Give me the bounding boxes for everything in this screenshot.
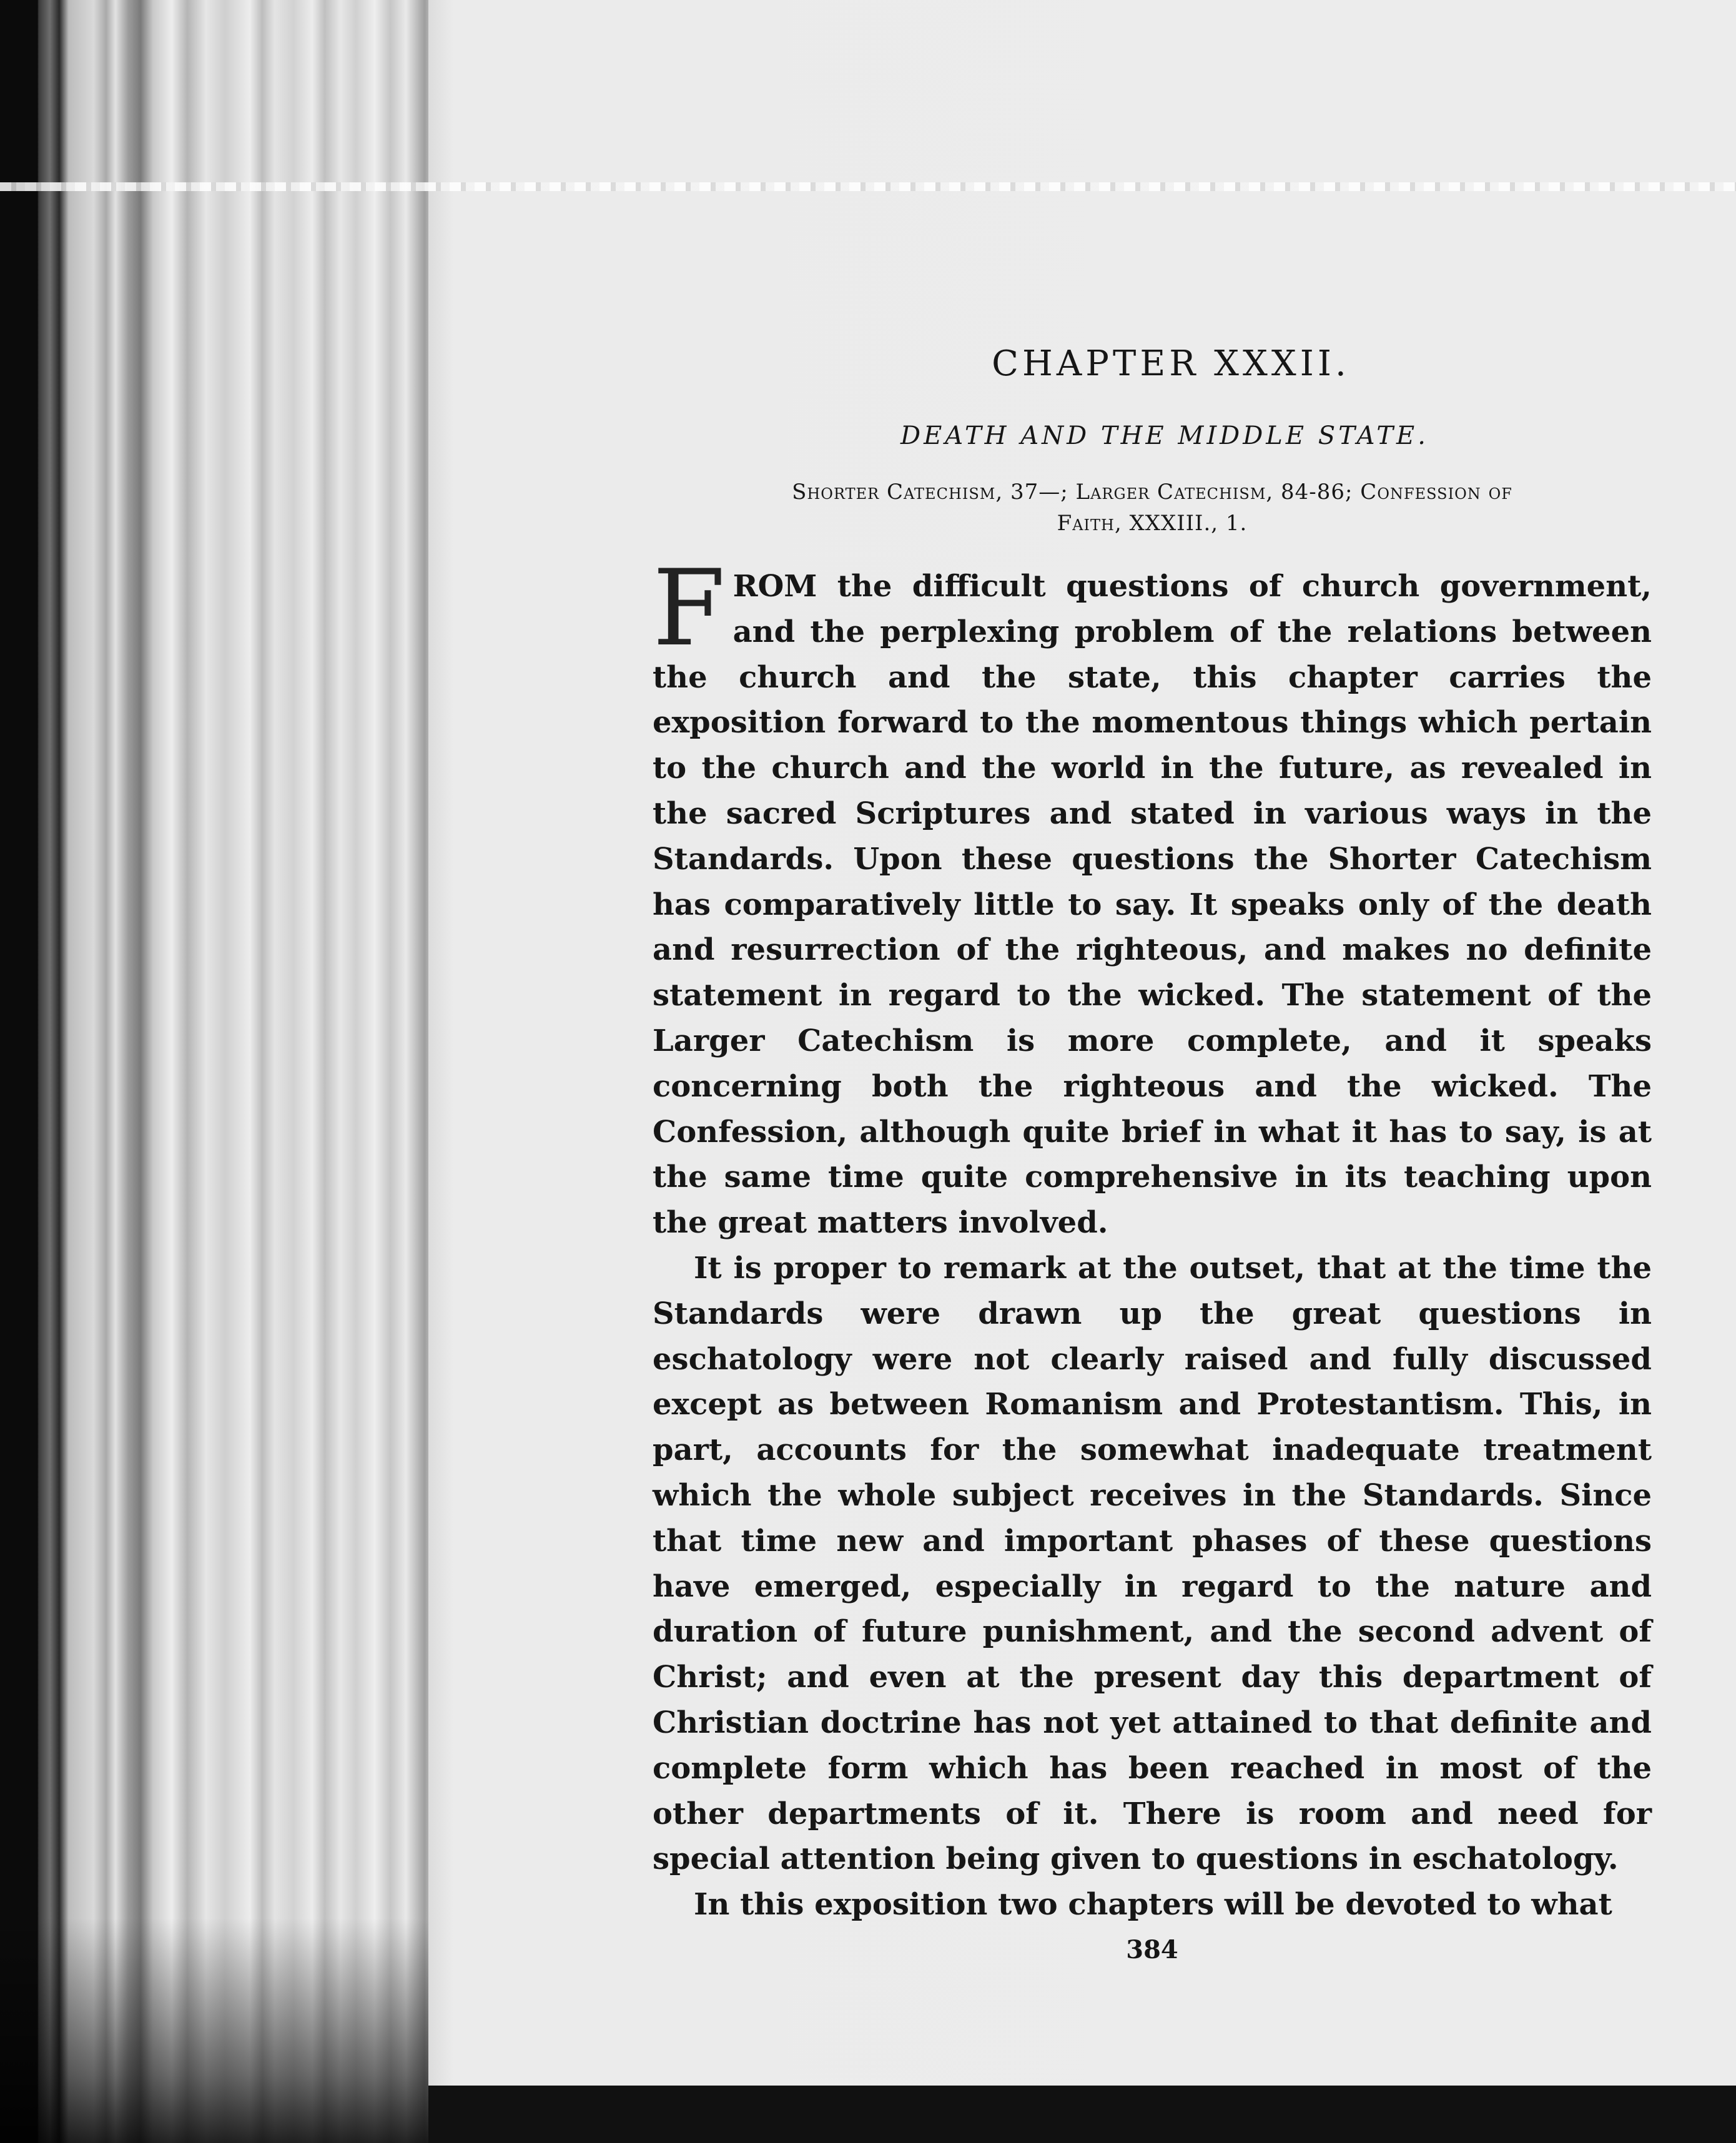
paragraph-1 bbox=[653, 547, 1652, 1246]
page-text bbox=[653, 343, 1652, 1964]
references-line-1: Shorter Catechism, 37—; Larger Catechism, 84-86; Confession of bbox=[792, 480, 1512, 505]
chapter-title: CHAPTER XXXII. bbox=[992, 343, 1350, 384]
paragraph-2: It is proper to remark at the outset, that at the time the Standards were drawn up the great questions in eschatology were not clearly raised and fully discussed except as between Romanism and Protestantism. This, in part, accounts for the somewhat inadequate treatment which the whole subject receives in the Standards. Since that time new and important phases of these questions have emerged, especially in regard to the nature and duration of future punishment, and the second advent of Christ; and even at the present day this department of Christian doctrine has not yet attained to that definite and complete form which has been reached in most of the other departments of it. There is room and need for special attention being given to questions in eschatology. bbox=[653, 1250, 1652, 1877]
scan-artifact bbox=[0, 182, 1736, 191]
chapter-subtitle: DEATH AND THE MIDDLE STATE. bbox=[900, 421, 1429, 450]
standards-references bbox=[653, 476, 1652, 539]
drop-cap: F bbox=[653, 547, 726, 669]
references-line-2: Faith, XXXIII., 1. bbox=[1057, 511, 1248, 536]
paragraph-1-text: ROM the difficult questions of church government, and the perplexing problem of the relations between the church and the state, this chapter carries the exposition forward to the momentous things which pertain to the church and the world in the future, as revealed in the sacred Scriptures and stated in various ways in the Standards. Upon these questions the Shorter Catechism has comparatively little to say. It speaks only of the death and resurrection of the righteous, and makes no definite statement in regard to the wicked. The statement of the Larger Catechism is more complete, and it speaks concerning both the righteous and the wicked. The Confession, although quite brief in what it has to say, is at the same time quite comprehensive in its teaching upon the great matters involved. bbox=[653, 569, 1652, 1241]
page-edges bbox=[0, 0, 437, 2143]
page-number: 384 bbox=[1126, 1934, 1178, 1964]
paragraph-3: In this exposition two chapters will be devoted to what bbox=[694, 1887, 1612, 1923]
scan-bottom-border bbox=[428, 2086, 1736, 2143]
